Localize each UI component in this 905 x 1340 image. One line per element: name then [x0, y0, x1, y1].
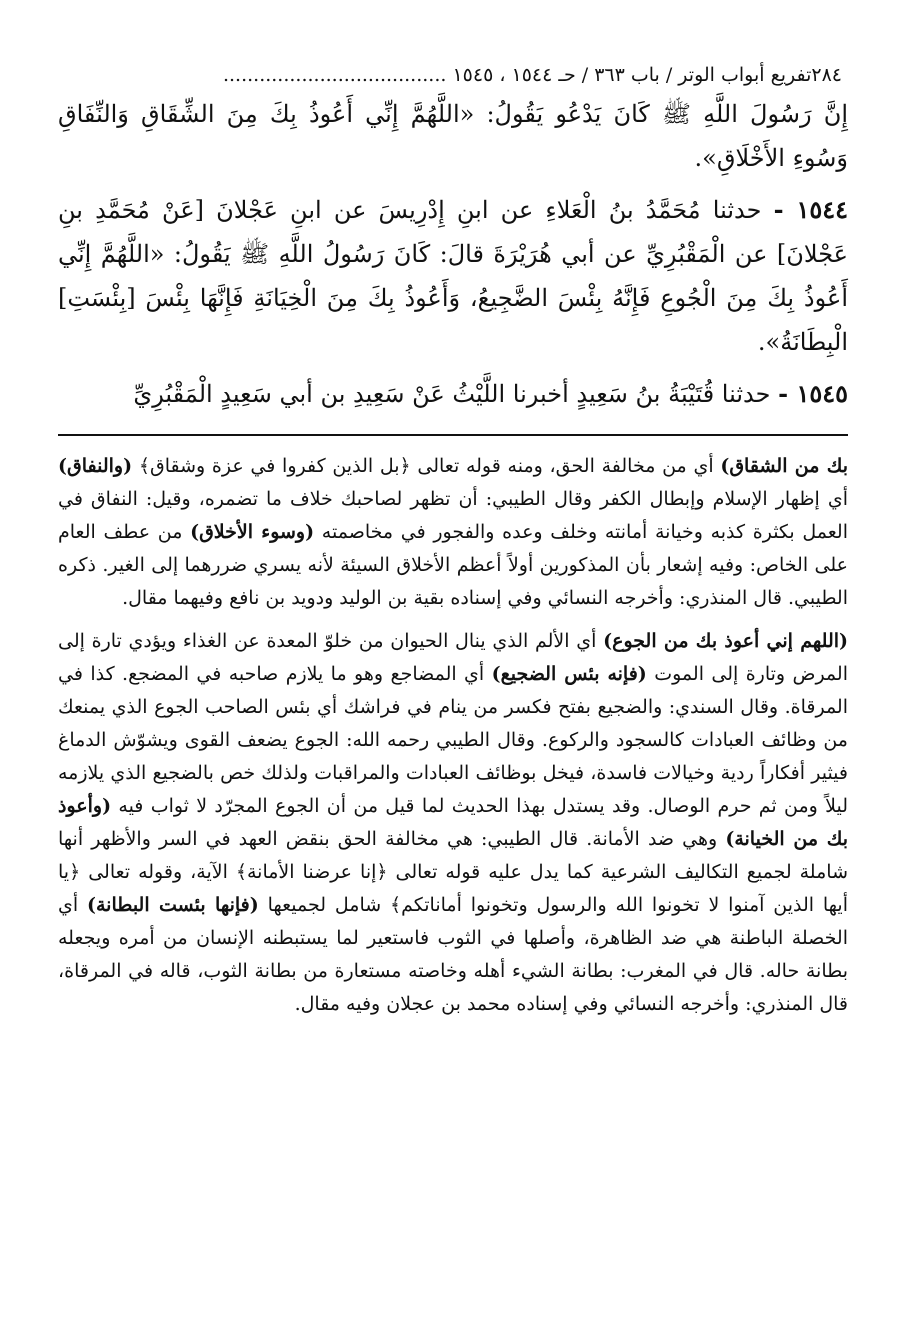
commentary-text: أي الخصلة الباطنة هي ضد الظاهرة، وأصلها في الثوب فاستعير لما يستبطنه الإنسان من أمره ويجعله بطانة حاله. قال في المغرب: بطانة الشيء أهله وخاصته مستعارة من بطانة الثوب، قاله في المرقاة، قال المنذري: وأخرجه النسائي وفي إسناده محمد بن عجلان وفيه مقال.: [58, 894, 848, 1015]
commentary-paragraph: [58, 625, 848, 1021]
hadith-body: حدثنا مُحَمَّدُ بنُ الْعَلاءِ عن ابنِ إِدْرِيسَ عن ابنِ عَجْلانَ [عَنْ مُحَمَّدِ بنِ عَجْلانَ] عن الْمَقْبُرِيِّ عن أبي هُرَيْرَةَ قالَ: كَانَ رَسُولُ اللَّهِ ﷺ يَقُولُ: «اللَّهُمَّ إِنِّي أَعُوذُ بِكَ مِنَ الْجُوعِ فَإِنَّهُ بِئْسَ الضَّجِيعُ، وَأَعُوذُ بِكَ مِنَ الْخِيَانَةِ فَإِنَّهَا بِئْسَ [بِئْسَتِ] الْبِطَانَةُ».: [58, 196, 849, 356]
commentary-keyword: (فإنه بئس الضجيع): [491, 663, 647, 685]
commentary: [58, 450, 848, 1021]
hadith-1544: [58, 188, 848, 364]
hadith-continuation: إِنَّ رَسُولَ اللَّهِ ﷺ كَانَ يَدْعُو يَقُولُ: «اللَّهُمَّ إِنِّي أَعُوذُ بِكَ مِنَ الشِّقَاقِ وَالنِّفَاقِ وَسُوءِ الأَخْلَاقِ».: [58, 100, 849, 172]
commentary-keyword: (وسوء الأخلاق): [190, 521, 315, 543]
book-page: [58, 58, 848, 1031]
commentary-keyword: (وأعوذ بك من الخيانة): [58, 795, 848, 850]
hadith-1545: [58, 372, 848, 416]
footnote-divider: [58, 434, 848, 436]
commentary-text: من عطف العام على الخاص: وفيه إشعار بأن المذكورين أولاً أعظم الأخلاق السيئة لأنه يسري ضررهما إلى الغير. ذكره الطيبي. قال المنذري: وأخرجه النسائي وفي إسناده بقية بن الوليد ودويد بن نافع وفيهما مقال.: [58, 521, 848, 609]
hadith-body: حدثنا قُتَيْبَةُ بنُ سَعِيدٍ أخبرنا اللَّيْثُ عَنْ سَعِيدِ بن أبي سَعِيدٍ الْمَقْبُرِيِّ: [133, 380, 771, 408]
commentary-text: أي الألم الذي ينال الحيوان من خلوّ المعدة عن الغذاء ويؤدي تارة إلى المرض وتارة إلى الموت: [58, 630, 848, 685]
commentary-text: وهي ضد الأمانة. قال الطيبي: هي مخالفة الحق بنقض العهد في السر والأظهر أنها شاملة لجميع التكاليف الشرعية كما يدل عليه قوله تعالى ﴿إنا عرضنا الأمانة﴾ الآية، وقوله تعالى ﴿يا أيها الذين آمنوا لا تخونوا الله والرسول وتخونوا أماناتكم﴾ شامل لجميعها: [58, 828, 848, 916]
commentary-keyword: بك من الشقاق): [720, 455, 848, 477]
commentary-text: أي إظهار الإسلام وإبطال الكفر وقال الطيبي: أن تظهر لصاحبك خلاف ما تضمره، وقيل: النفاق في العمل بكثرة كذبه وخيانة أمانته وخلف وعده والفجور في مخاصمته: [58, 488, 848, 543]
page-number: ٢٨٤: [811, 64, 842, 86]
commentary-keyword: (اللهم إني أعوذ بك من الجوع): [603, 630, 848, 652]
hadith-text: [58, 92, 848, 416]
running-title: تفريع أبواب الوتر / باب ٣٦٣ / حـ ١٥٤٤ ، ١٥٤٥ .....................................: [222, 64, 812, 86]
commentary-keyword: (والنفاق): [58, 455, 133, 477]
hadith-number: ١٥٤٤ -: [773, 195, 849, 224]
commentary-keyword: (فإنها بئست البطانة): [86, 894, 259, 916]
commentary-paragraph: [58, 450, 848, 615]
page-header: [58, 58, 848, 92]
commentary-text: أي المضاجع وهو ما يلازم صاحبه في المضجع. كذا في المرقاة. وقال السندي: والضجيع بفتح فكسر من ينام في فراشك أي بئس الصاحب الجوع الذي يمنعك من وظائف العبادات كالسجود والركوع. وقال الطيبي رحمه الله: الجوع يضعف القوى ويشوّش الدماغ فيثير أفكاراً ردية وخيالات فاسدة، فيخل بوظائف العبادات والمراقبات ولذلك خص بالضجيع الذي يلازمه ليلاً ومن ثم حرم الوصال. وقد يستدل بهذا الحديث لما قيل من أن الجوع المجرّد لا ثواب فيه: [58, 663, 848, 817]
commentary-text: أي من مخالفة الحق، ومنه قوله تعالى ﴿بل الذين كفروا في عزة وشقاق﴾: [132, 455, 721, 477]
hadith-number: ١٥٤٥ -: [778, 379, 848, 408]
